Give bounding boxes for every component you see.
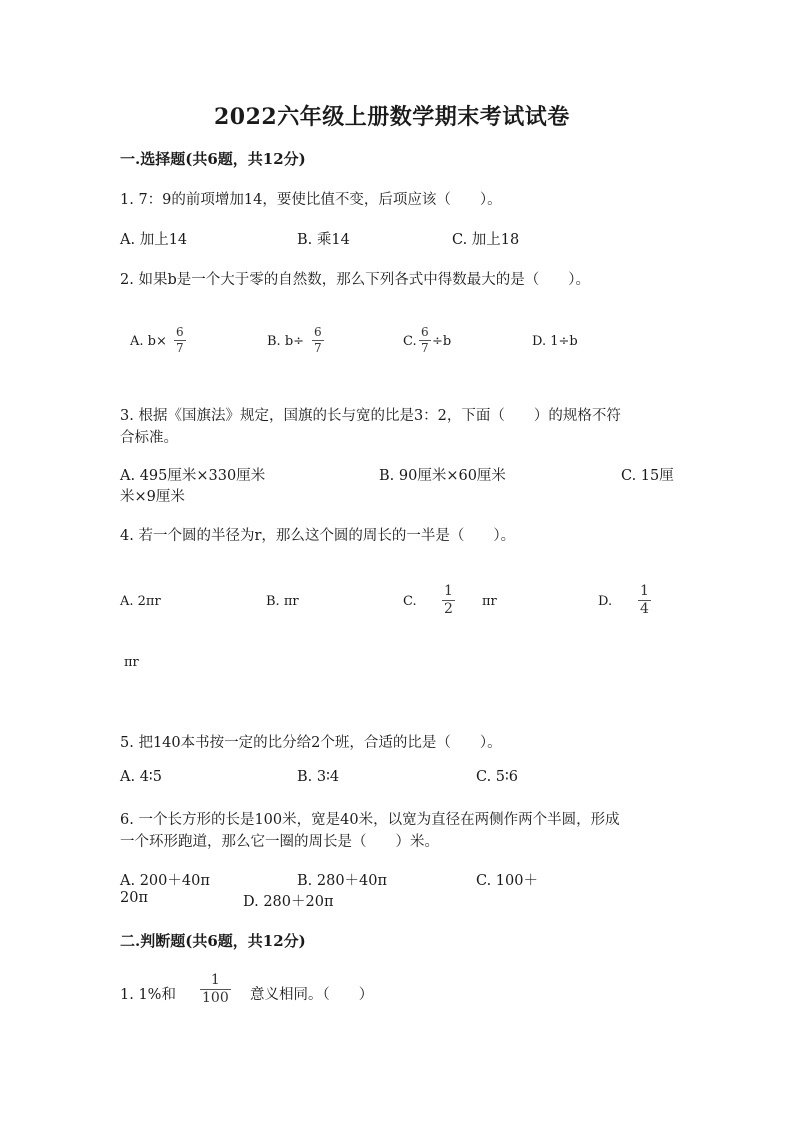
page-title: 2022六年级上册数学期末考试试卷: [214, 104, 570, 130]
question-1-option-a: A. 加上14: [120, 232, 188, 248]
section-heading-choice: 一.选择题(共6题，共12分): [120, 150, 306, 168]
fraction-numerator: 6: [314, 325, 322, 339]
question-1-option-b: B. 乘14: [297, 232, 350, 248]
question-2-option-c-tail: ÷b: [432, 334, 452, 349]
fraction-numerator: 1: [210, 972, 220, 988]
question-3-stem-line-1: 3. 根据《国旗法》规定，国旗的长与宽的比是3：2，下面（ ）的规格不符: [120, 408, 621, 424]
question-4-option-a: A. 2πr: [120, 594, 161, 609]
question-2-option-a: A. b×: [130, 334, 167, 349]
question-2-option-b: B. b÷: [267, 334, 305, 349]
question-6-stem-line-2: 一个环形跑道，那么它一圈的周长是（ ）米。: [120, 834, 439, 850]
question-4-option-c-tail: πr: [482, 594, 497, 609]
judgement-1-suffix: 意义相同。（ ）: [250, 987, 374, 1003]
question-2-option-a-fraction: [174, 326, 186, 354]
fraction-denominator: 2: [444, 600, 453, 617]
fraction-denominator: 7: [176, 340, 184, 355]
question-2-option-d: D. 1÷b: [532, 334, 578, 349]
fraction-denominator: 100: [202, 989, 229, 1006]
question-5-option-c: C. 5∶6: [476, 769, 519, 785]
question-6-stem-line-1: 6. 一个长方形的长是100米，宽是40米，以宽为直径在两侧作两个半圆，形成: [120, 812, 620, 828]
question-2-stem: 2. 如果b是一个大于零的自然数，那么下列各式中得数最大的是（ ）。: [120, 272, 590, 288]
question-4-stem: 4. 若一个圆的半径为r，那么这个圆的周长的一半是（ ）。: [120, 528, 516, 544]
question-5-option-b: B. 3∶4: [297, 769, 340, 785]
fraction-numerator: 6: [421, 325, 429, 339]
question-5-option-a: A. 4∶5: [120, 769, 162, 785]
fraction-denominator: 7: [421, 340, 429, 355]
question-6-option-c-line-1: C. 100＋: [476, 873, 538, 889]
question-6-option-a: A. 200＋40π: [120, 873, 210, 889]
fraction-numerator: 6: [176, 325, 184, 339]
question-4-option-d-fraction: [638, 584, 651, 616]
question-3-option-b: B. 90厘米×60厘米: [379, 468, 506, 484]
fraction-numerator: 1: [444, 583, 453, 599]
fraction-denominator: 7: [314, 340, 322, 355]
question-4-option-d-tail: πr: [124, 655, 139, 670]
fraction-numerator: 1: [640, 583, 649, 599]
question-2-option-c: C.: [403, 334, 417, 349]
question-6-option-d: D. 280＋20π: [243, 894, 334, 910]
section-heading-judgement: 二.判断题(共6题，共12分): [120, 932, 306, 950]
question-2-option-b-fraction: [312, 326, 324, 354]
question-4-option-b: B. πr: [266, 594, 299, 609]
question-6-option-b: B. 280＋40π: [297, 873, 388, 889]
fraction-denominator: 4: [640, 600, 649, 617]
question-1-stem: 1. 7：9的前项增加14，要使比值不变，后项应该（ ）。: [120, 192, 502, 208]
question-3-stem-line-2: 合标准。: [120, 430, 178, 446]
question-4-option-c-fraction: [442, 584, 455, 616]
question-4-option-d: D.: [598, 594, 613, 609]
question-5-stem: 5. 把140本书按一定的比分给2个班，合适的比是（ ）。: [120, 735, 502, 751]
question-3-option-c-line-2: 米×9厘米: [120, 489, 185, 505]
question-2-option-c-fraction: [419, 326, 431, 354]
judgement-1-prefix: 1. 1%和: [120, 987, 176, 1003]
question-1-option-c: C. 加上18: [452, 232, 520, 248]
question-3-option-c-line-1: C. 15厘: [621, 468, 674, 484]
judgement-1-fraction: [200, 973, 231, 1005]
question-3-option-a: A. 495厘米×330厘米: [120, 468, 266, 484]
question-6-option-c-line-2: 20π: [120, 890, 148, 906]
question-4-option-c: C.: [403, 594, 417, 609]
